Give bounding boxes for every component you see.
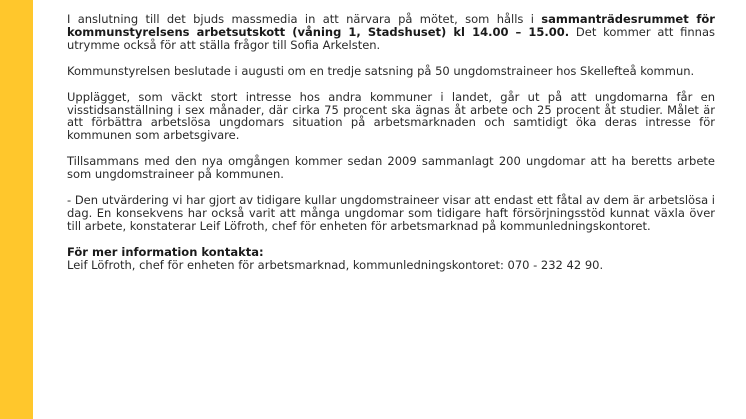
paragraph-invitation bbox=[67, 13, 715, 52]
paragraph-setup: Upplägget, som väckt stort intresse hos andra kommuner i landet, går ut på att ungdomarna får en visstidsanställning i sex månader, där cirka 75 procent ska ägnas åt arbete och 25 procent åt studier. Målet är att förbättra arbetslösa ungdomars situation på arbetsmarknaden och samtidigt öka deras intresse för kommunen som arbetsgivare. bbox=[67, 89, 715, 143]
meeting-location-time: sammanträdesrummet för kommunstyrelsens arbetsutskott (våning 1, Stadshuset) kl 14.00 – 15.00. bbox=[67, 12, 715, 39]
paragraph-quote: - Den utvärdering vi har gjort av tidigare kullar ungdomstraineer visar att endast ett fåtal av dem är arbetslösa i dag. En konsekvens har också varit att många ungdomar som tidigare haft försörjningsstöd kunnat växla över till arbete, konstaterar Leif Löfroth, chef för enheten för arbetsmarknad på kommunledningskontoret. bbox=[67, 193, 715, 233]
paragraph-total: Tillsammans med den nya omgången kommer sedan 2009 sammanlagt 200 ungdomar att ha beretts arbete som ungdomstraineer på kommunen. bbox=[67, 154, 715, 182]
invitation-text-end: Det kommer att finnas utrymme också för att ställa frågor till Sofia Arkelsten. bbox=[67, 24, 715, 52]
contact-line: Leif Löfroth, chef för enheten för arbetsmarknad, kommunledningskontoret: 070 - 232 42 90. bbox=[67, 257, 604, 272]
side-accent-bar bbox=[0, 0, 33, 419]
contact-heading: För mer information kontakta: bbox=[67, 244, 264, 259]
press-release-body bbox=[67, 13, 715, 285]
invitation-text-start: I anslutning till det bjuds massmedia in att närvara på mötet, som hålls i bbox=[67, 12, 542, 26]
paragraph-decision: Kommunstyrelsen beslutade i augusti om en tredje satsning på 50 ungdomstraineer hos Skellefteå kommun. bbox=[67, 63, 695, 78]
contact-section bbox=[67, 246, 715, 272]
